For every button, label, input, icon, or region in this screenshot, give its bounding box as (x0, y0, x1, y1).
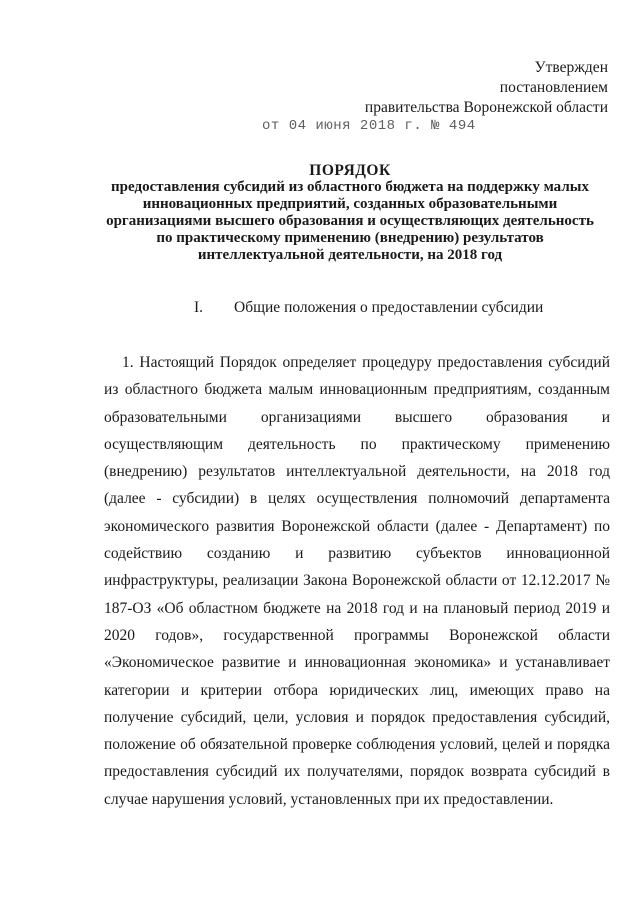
title-subtitle-line: инновационных предприятий, созданных образовательными (142, 196, 558, 212)
title-subtitle-line: по практическому применению (внедрению) результатов (156, 230, 544, 246)
section-heading (194, 298, 543, 318)
title-subtitle-line: предоставления субсидий из областного бюджета на поддержку малых (111, 179, 589, 195)
title-subtitle-line: интеллектуальной деятельности, на 2018 год (197, 247, 503, 263)
section-number: I. (194, 299, 204, 316)
document-title (60, 162, 640, 264)
section-title: Общие положения о предоставлении субсидии (234, 299, 544, 316)
approval-line-government: правительства Воронежской области (364, 99, 608, 116)
paragraph-1: 1. Настоящий Порядок определяет процедуру предоставления субсидий из областного бюджета малым инновационным предприятиям, созданным образовательными организациями высшего образования и осуществляющим деятельность по практическому применению (внедрению) результатов интеллектуальной деятельности, на 2018 год (далее - субсидии) в целях осуществления полномочий департамента экономического развития Воронежской области (далее - Департамент) по содействию созданию и развитию субъектов инновационной инфраструктуры, реализации Закона Воронежской области от 12.12.2017 № 187-ОЗ «Об областном бюджете на 2018 год и на плановый период 2019 и 2020 годов», государственной программы Воронежской области «Экономическое развитие и инновационная экономика» и устанавливает категории и критерии отбора юридических лиц, имеющих право на получение субсидий, цели, условия и порядок предоставления субсидий, положение об обязательной проверке соблюдения условий, целей и порядка предоставления субсидий их получателями, порядок возврата субсидий в случае нарушения условий, установленных при их предоставлении. (104, 354, 610, 808)
approval-block (365, 58, 608, 118)
decree-date-stamp: от 04 июня 2018 г. № 494 (262, 118, 476, 134)
title-subtitle-line: организациями высшего образования и осуществляющих деятельность (106, 213, 594, 229)
approval-line-approved: Утвержден (534, 59, 608, 76)
approval-line-decree: постановлением (499, 79, 608, 96)
title-main: ПОРЯДОК (309, 162, 391, 179)
